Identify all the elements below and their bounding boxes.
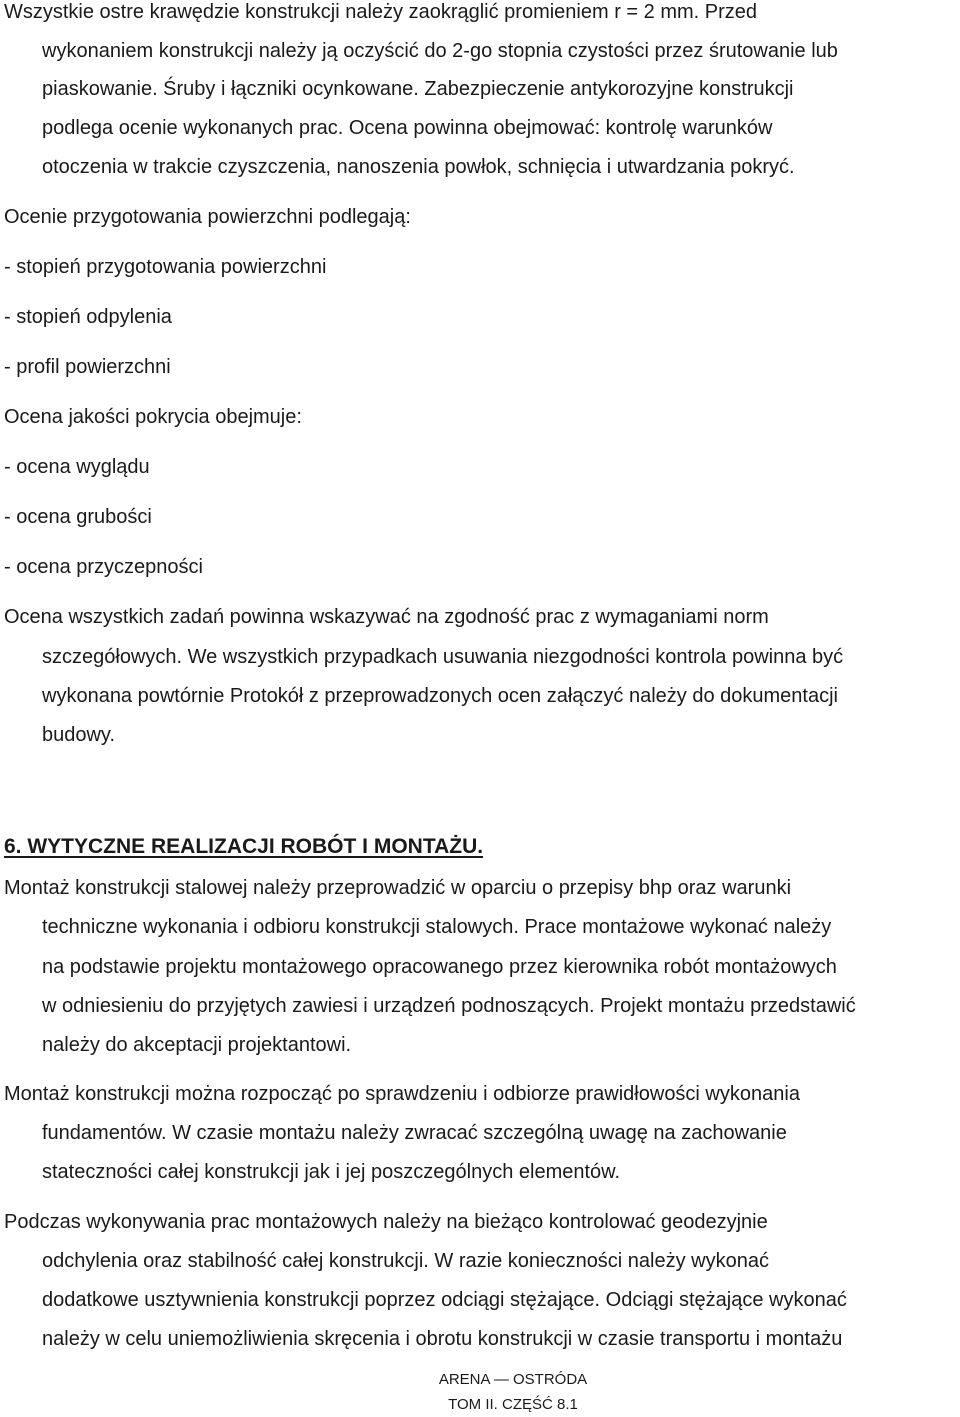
list-item: - profil powierzchni [4,356,171,378]
paragraph-line: Wszystkie ostre krawędzie konstrukcji należy zaokrąglić promieniem r = 2 mm. Przed [4,1,758,23]
paragraph-line: należy w celu uniemożliwienia skręcenia i obrotu konstrukcji w czasie transportu i montażu [42,1328,843,1350]
list-item: - stopień przygotowania powierzchni [4,256,327,278]
paragraph-line: odchylenia oraz stabilność całej konstrukcji. W razie konieczności należy wykonać [42,1250,769,1272]
paragraph-line: techniczne wykonania i odbioru konstrukcji stalowych. Prace montażowe wykonać należy [42,916,832,938]
surface-intro: Ocenie przygotowania powierzchni podlegają: [4,206,411,228]
paragraph-line: na podstawie projektu montażowego opracowanego przez kierownika robót montażowych [42,956,837,978]
list-item: - ocena przyczepności [4,556,203,578]
paragraph-line: szczegółowych. We wszystkich przypadkach usuwania niezgodności kontrola powinna być [42,646,844,668]
list-item: - ocena grubości [4,506,152,528]
paragraph-line: stateczności całej konstrukcji jak i jej poszczególnych elementów. [42,1161,621,1183]
coating-intro: Ocena jakości pokrycia obejmuje: [4,406,302,428]
paragraph-line: fundamentów. W czasie montażu należy zwracać szczególną uwagę na zachowanie [42,1122,787,1144]
paragraph-line: budowy. [42,724,116,746]
footer-project-name: ARENA — OSTRÓDA [438,1371,588,1388]
paragraph-line: dodatkowe usztywnienia konstrukcji poprzez odciągi stężające. Odciągi stężające wykonać [42,1289,847,1311]
paragraph-line: Montaż konstrukcji stalowej należy przeprowadzić w oparciu o przepisy bhp oraz warunki [4,877,792,899]
paragraph-line: w odniesieniu do przyjętych zawiesi i urządzeń podnoszących. Projekt montażu przedstawić [42,995,856,1017]
paragraph-line: Podczas wykonywania prac montażowych należy na bieżąco kontrolować geodezyjnie [4,1211,768,1233]
paragraph-line: podlega ocenie wykonanych prac. Ocena powinna obejmować: kontrolę warunków [42,117,773,139]
paragraph-line: wykonana powtórnie Protokół z przeprowadzonych ocen załączyć należy do dokumentacji [42,685,838,707]
paragraph-line: Ocena wszystkich zadań powinna wskazywać na zgodność prac z wymaganiami norm [4,606,769,628]
paragraph-line: należy do akceptacji projektantowi. [42,1034,352,1056]
paragraph-line: Montaż konstrukcji można rozpocząć po sprawdzeniu i odbiorze prawidłowości wykonania [4,1083,800,1105]
footer-volume: TOM II. CZĘŚĆ 8.1 [448,1396,578,1413]
section-heading: 6. WYTYCZNE REALIZACJI ROBÓT I MONTAŻU. [4,835,484,858]
paragraph-line: piaskowanie. Śruby i łączniki ocynkowane. Zabezpieczenie antykorozyjne konstrukcji [42,78,794,100]
list-item: - stopień odpylenia [4,306,172,328]
paragraph-line: otoczenia w trakcie czyszczenia, nanoszenia powłok, schnięcia i utwardzania pokryć. [42,156,795,178]
paragraph-line: wykonaniem konstrukcji należy ją oczyścić do 2-go stopnia czystości przez śrutowanie lub [42,40,838,62]
list-item: - ocena wyglądu [4,456,150,478]
